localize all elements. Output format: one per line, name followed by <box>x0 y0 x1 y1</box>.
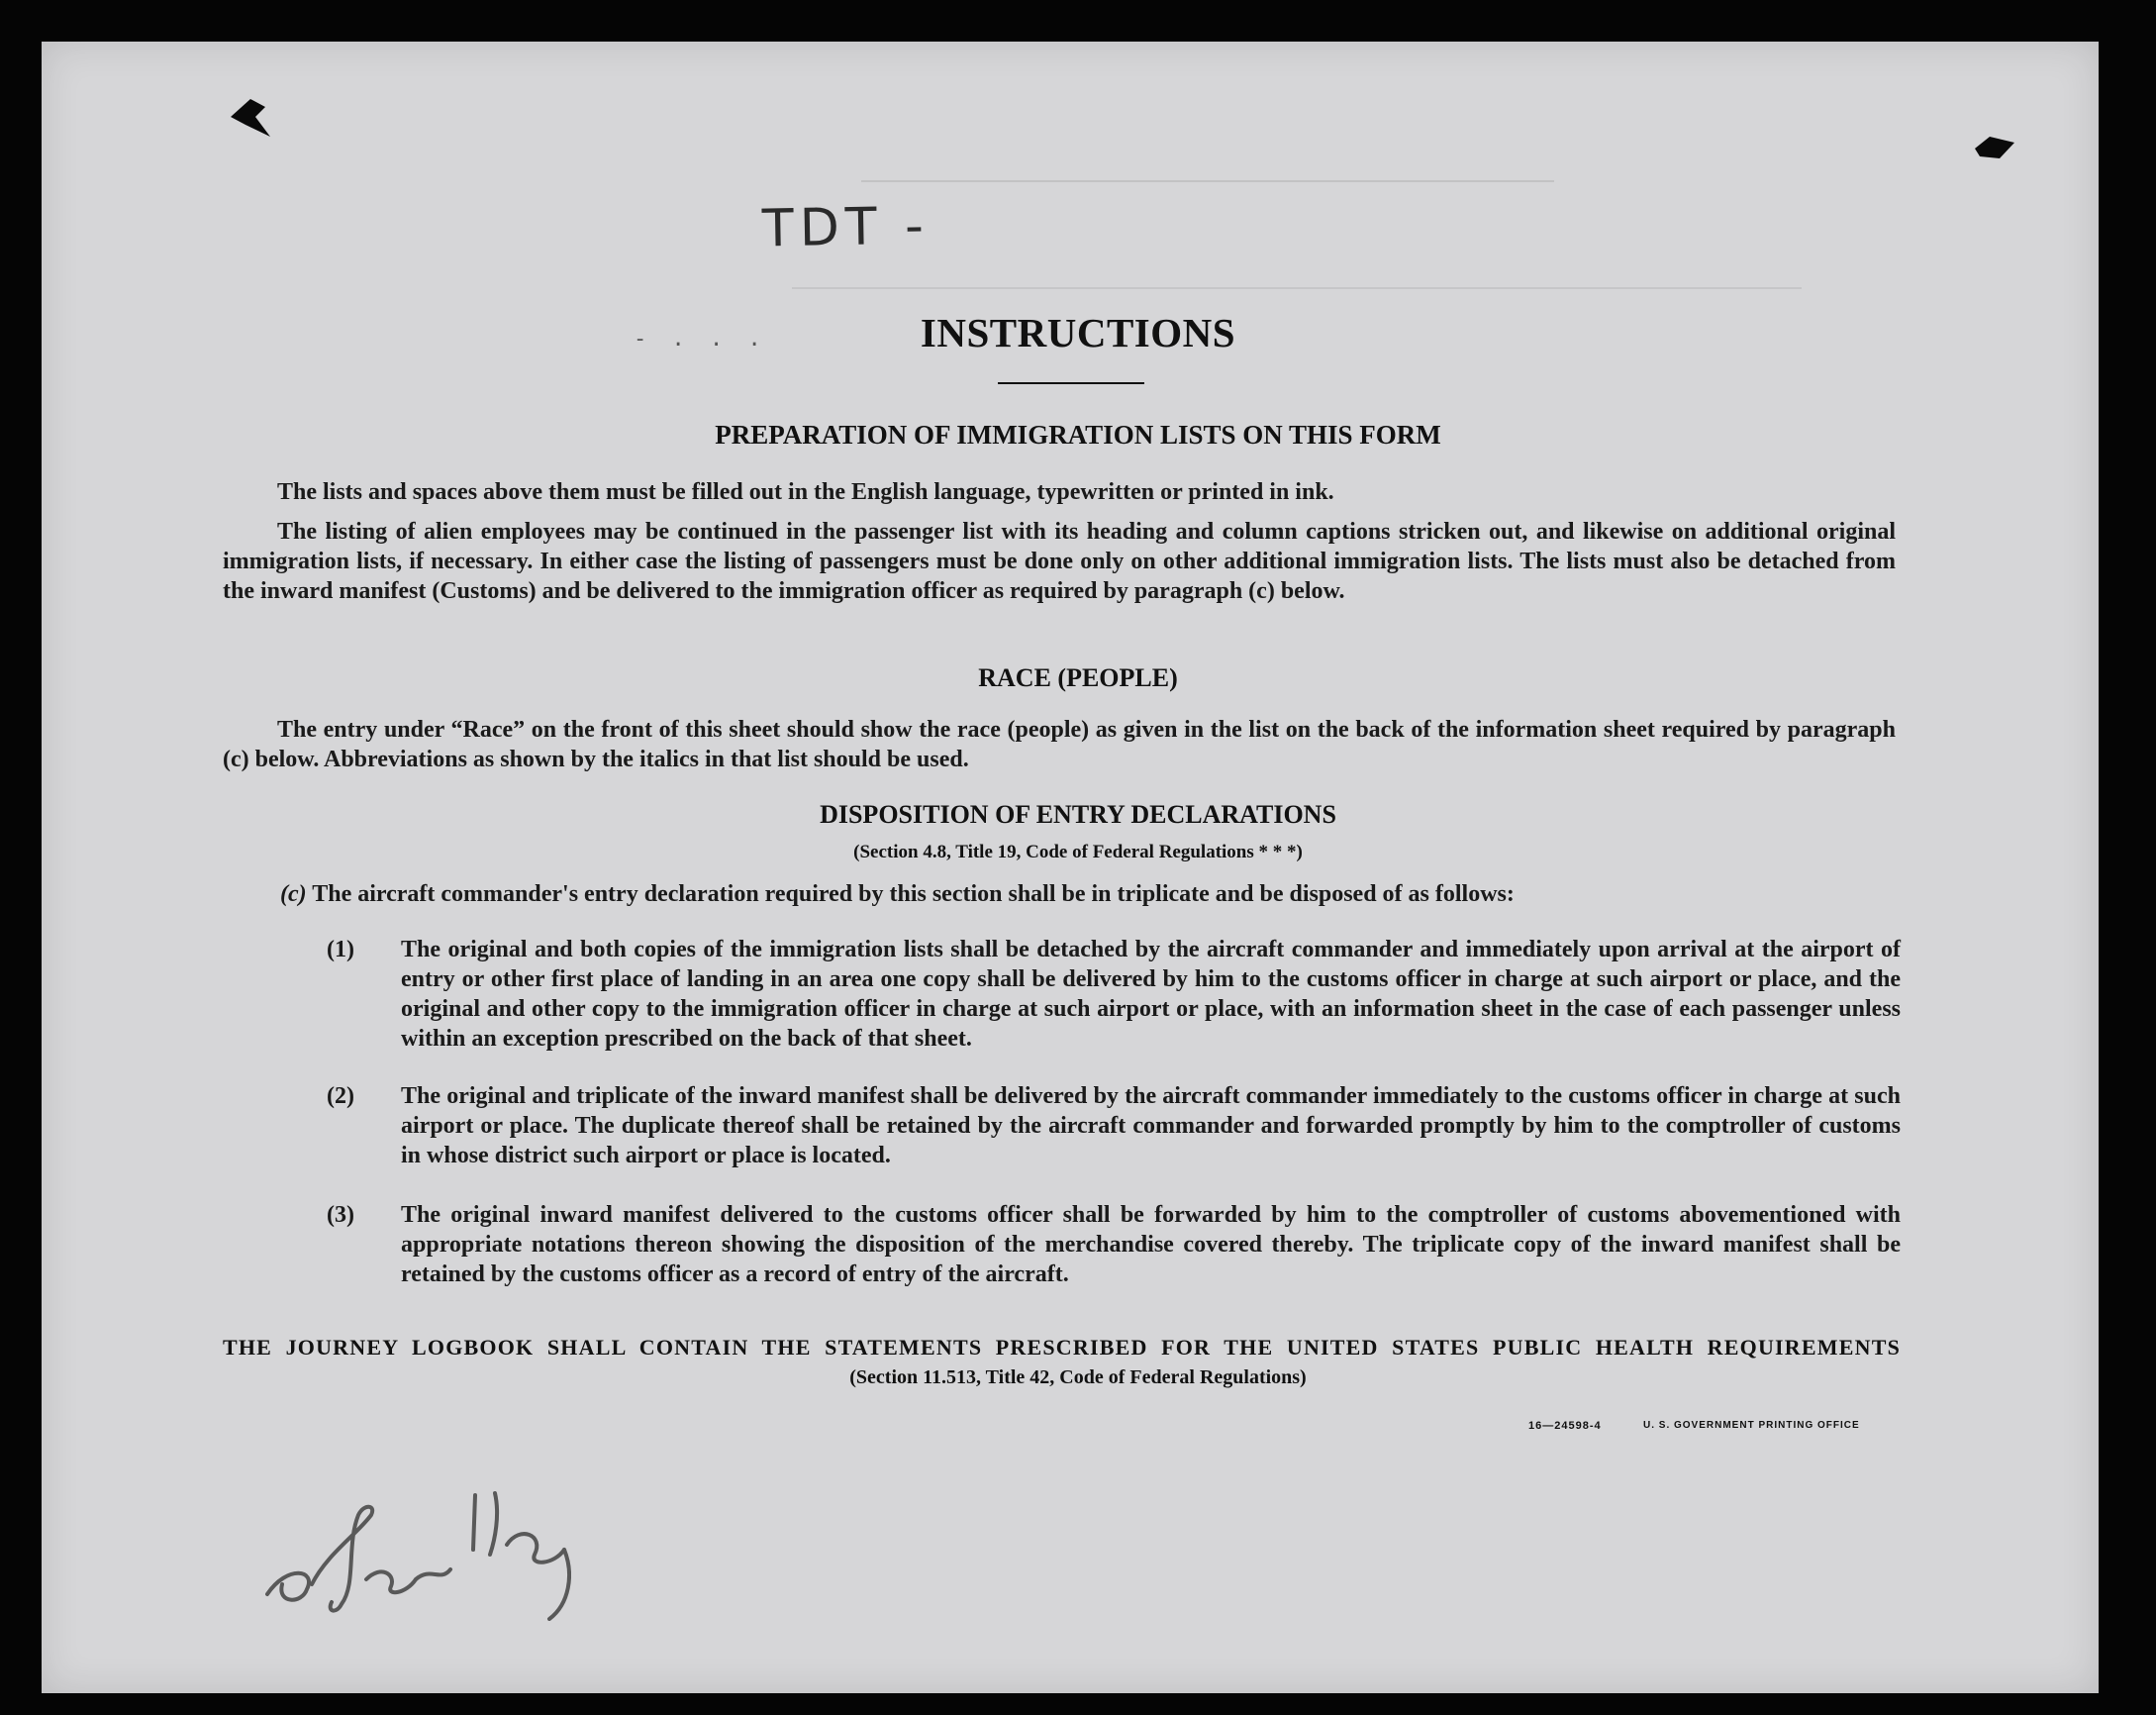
list-item-number: (1) <box>327 937 354 962</box>
section-subheading-regulation: (Section 4.8, Title 19, Code of Federal Regulations * * *) <box>853 842 1303 862</box>
list-item-number: (3) <box>327 1202 354 1228</box>
list-item <box>327 935 1901 1054</box>
torn-corner-mark <box>226 87 285 147</box>
list-item-text: The original inward manifest delivered to the customs officer shall be forwarded by him to the comptroller of customs abovementioned with appropriate notations thereon showing the disposition of the merchandise covered thereby. The triplicate copy of the inward manifest shall be retained by the customs officer as a record of entry of the aircraft. <box>401 1202 1901 1287</box>
list-item-text: The original and both copies of the immigration lists shall be detached by the aircraft commander and immediately upon arrival at the airport of entry or other first place of landing in an area one copy shall be delivered by him to the customs officer in charge at such airport or place, and the original and other copy to the immigration officer in charge at such airport or place, with an information sheet in the case of each passenger unless within an exception prescribed on the back of that sheet. <box>401 937 1901 1052</box>
list-item <box>327 1081 1901 1170</box>
footer-health-requirements: THE JOURNEY LOGBOOK SHALL CONTAIN THE STATEMENTS PRESCRIBED FOR THE UNITED STATES PUBLIC HEALTH REQUIREMENTS <box>223 1335 1901 1360</box>
footer-regulation-citation: (Section 11.513, Title 42, Code of Federal Regulations) <box>849 1366 1307 1388</box>
paragraph-race: The entry under “Race” on the front of this sheet should show the race (people) as given in the list on the back of the information sheet required by paragraph (c) below. Abbreviations as shown by the italics in that list should be used. <box>223 717 1896 772</box>
handwritten-signature <box>247 1456 604 1634</box>
section-heading-race: RACE (PEOPLE) <box>978 663 1178 692</box>
print-code: 16—24598-4 <box>1528 1420 1602 1432</box>
page-title: INSTRUCTIONS <box>920 310 1236 355</box>
list-item-number: (2) <box>327 1083 354 1109</box>
list-item-text: The original and triplicate of the inward manifest shall be delivered by the aircraft commander immediately to the customs officer in charge at such airport or place. The duplicate thereof shall be retained by the aircraft commander and forwarded promptly by him to the comptroller of customs in whose district such airport or place is located. <box>401 1083 1901 1168</box>
list-item <box>327 1200 1901 1289</box>
title-underline <box>998 382 1144 384</box>
bleed-through-mark <box>861 158 1554 182</box>
section-heading-disposition: DISPOSITION OF ENTRY DECLARATIONS <box>820 800 1336 829</box>
torn-corner-mark <box>1970 129 2019 168</box>
section-heading-preparation: PREPARATION OF IMMIGRATION LISTS ON THIS FORM <box>715 420 1441 450</box>
bleed-through-mark <box>792 267 1802 289</box>
paragraph-english-language: The lists and spaces above them must be filled out in the English language, typewritten or printed in ink. <box>277 479 1334 505</box>
handwritten-mark: TDT - <box>761 196 931 259</box>
paragraph-label: (c) <box>280 881 307 907</box>
smudge-dashes: - . . . <box>634 327 767 352</box>
paragraph-alien-employees: The listing of alien employees may be continued in the passenger list with its heading and column captions stricken out, and likewise on additional original immigration lists, if necessary. In either case the listing of passengers must be done only on other additional immigration lists. The lists must also be detached from the inward manifest (Customs) and be delivered to the immigration officer as required by paragraph (c) below. <box>223 519 1896 604</box>
printing-office-imprint: U. S. GOVERNMENT PRINTING OFFICE <box>1643 1420 1860 1431</box>
paragraph-c-intro: (c) The aircraft commander's entry declaration required by this section shall be in triplicate and be disposed of as follows: <box>280 881 1515 907</box>
document-sheet <box>42 42 2099 1693</box>
